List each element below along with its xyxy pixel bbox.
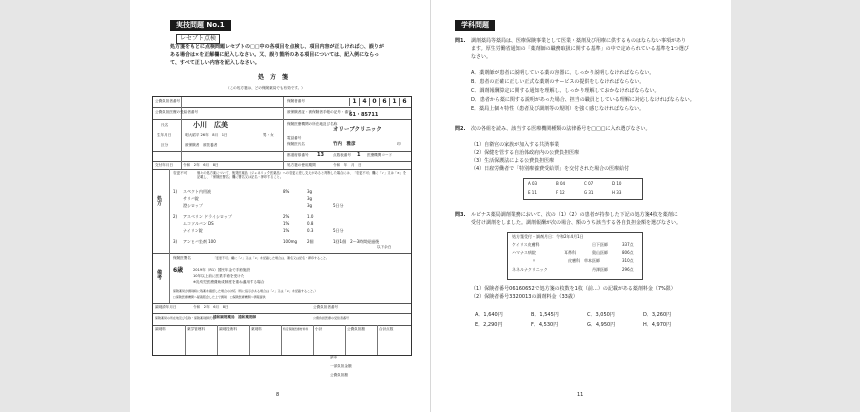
rx-item <box>173 203 409 210</box>
rx-item-name: ムコソルバン DS <box>183 221 214 226</box>
insurer-digit: 4 <box>359 98 369 106</box>
rx-item-qty: 3g <box>307 203 313 208</box>
q2-choice: A 03 <box>528 181 538 186</box>
insurer-fee-label: 公費負担者番号 <box>313 305 339 309</box>
category-label: 区分 <box>161 143 169 147</box>
birth-value: 明大昭平 26年 8月 1日 <box>185 133 228 137</box>
rx-item-qty: 3g <box>307 189 313 194</box>
remarks-line-4: 保険薬局が調剤時に残薬を確認した場合の対応（特に指示がある場合は「✓」又は「×」を記載すること。） <box>173 289 318 293</box>
prescription-note: （この処方箋は、どの保険薬局でも有効です。） <box>226 86 305 90</box>
prescription-form <box>152 96 412 356</box>
issue-label: 交付年月日 <box>155 163 173 167</box>
q3-option: B．1,545円 <box>531 312 559 318</box>
rx-item-name: ナイリン錠 <box>183 228 203 233</box>
q3-row-amount: 806点 <box>622 250 634 255</box>
rx-end: 以下余白 <box>377 245 392 249</box>
category-value: 被保険者 被扶養者 <box>185 143 218 147</box>
rx-item-note: 5日分 <box>333 203 344 208</box>
rx-item-num: 2) <box>173 214 178 219</box>
table-no-label: 点数表番号 <box>333 153 351 157</box>
recipient-label: 公費負担医療の受給者番号 <box>155 110 199 114</box>
q2-choice: H 33 <box>612 190 622 195</box>
rx-item-note: 1回1個 2〜3時間経過後 <box>333 239 380 244</box>
table-no: 1 <box>357 152 361 158</box>
rx-item-name: サリバ錠 <box>183 196 199 201</box>
card-number: 61・85711 <box>349 112 379 118</box>
prescription-title: 処 方 箋 <box>258 74 289 81</box>
q3-row-amount: 337点 <box>622 242 634 247</box>
q3-row-type: 耳鼻科 <box>564 250 576 255</box>
phone-label: 電話番号 <box>287 136 302 140</box>
q2-choice: C 07 <box>584 181 594 186</box>
q1-line-3: なさい。 <box>471 54 492 60</box>
q3-row-type: 日下医師 <box>592 242 608 247</box>
calc-header: 薬剤料 <box>251 327 262 331</box>
rx-item-dose: 2% <box>283 214 290 219</box>
q3-option: G．4,950円 <box>587 322 616 328</box>
rx-item-name: アスベリン ドライシロップ <box>183 214 232 219</box>
rx-item-qty: 0.3 <box>307 228 314 233</box>
insurer-digit: 1 <box>389 98 399 106</box>
insurer-digit: 1 <box>349 98 359 106</box>
rx-item-qty: 2個 <box>307 239 314 244</box>
rx-item-qty: 3g <box>307 196 313 201</box>
left-page <box>130 0 430 412</box>
calc-header: 調剤技術料 <box>219 327 237 331</box>
insurer-digit: 6 <box>379 98 389 106</box>
q3-line-1: ルビナス薬局調剤業務において、次の（1）（2）の患者が持参した下記の処方箋4枚を薬剤に <box>471 212 678 218</box>
practical-header-tag: 実技問題 No.1 <box>170 20 231 31</box>
rx-item-num: 3) <box>173 239 178 244</box>
q3-sub: （1）保険者番号06160652で処方箋の枚数を1枚（前…）の記載がある薬剤料金（7%限） <box>471 286 676 292</box>
q2-choice: B 04 <box>556 181 566 186</box>
q3-row-amount: 310点 <box>622 258 634 263</box>
q3-option: F．4,530円 <box>531 322 559 328</box>
calc-header: 合計点数 <box>379 327 394 331</box>
instruction-line-3: て、すべて正しい内容を記入しなさい。 <box>170 60 260 66</box>
remarks-line-2: 10年以上前に医業手術を受けた <box>193 274 245 278</box>
q3-option: C．3,050円 <box>587 312 615 318</box>
q2-item: （1）自衛官の家族が加入する共済事業 <box>471 142 560 148</box>
med-code-label: 医療機関コード <box>367 153 393 157</box>
rx-item-name: 澄シロップ <box>183 203 203 208</box>
rx-item-note: 5日分 <box>333 228 344 233</box>
receipt-check-label: レセプト点検 <box>176 34 220 44</box>
sex-label: 男・女 <box>263 133 274 137</box>
q3-row-type2: 奥山医師 <box>592 250 608 255</box>
rx-item-dose: 1% <box>283 228 290 233</box>
rx-item <box>173 214 409 221</box>
rx-side-label: 処 方 <box>157 196 168 207</box>
recipient-label-2: 公費負担医療の受給者番号 <box>313 316 350 320</box>
q3-row-amount: 296点 <box>622 267 634 272</box>
calc-header: 小計 <box>315 327 323 331</box>
right-page <box>430 0 731 412</box>
remarks-label: 備 考 <box>157 270 168 281</box>
q2-item: （3）生活保護法による公費負担医療 <box>471 158 555 164</box>
dispense-date-label: 調剤済年月日 <box>155 305 177 309</box>
rx-item-name: スペクト内用液 <box>183 189 211 194</box>
calc-summary-label: 公費負担額 <box>330 373 348 377</box>
period-value: 令和 年 月 日 <box>333 163 362 167</box>
rx-item-dose: 8% <box>283 189 290 194</box>
birth-label: 生年月日 <box>157 133 172 137</box>
q3-table <box>507 232 643 280</box>
remarks-line-5: □保険医療機関へ疑義照会した上で調剤 □保険医療機関へ情報提供 <box>173 295 266 299</box>
q1-line-1: 調剤薬局等薬局は、医療保険事業として医業・薬剤及び用療に供するものはならない事項があり <box>471 38 687 44</box>
remarks-line-1: 2019年（R1）国民年金で手術施設 <box>193 268 251 272</box>
pref-no: 13 <box>317 152 324 158</box>
q3-row-type2: 丹澤医師 <box>592 267 608 272</box>
rx-item <box>173 189 409 196</box>
q2-choice: G 31 <box>584 190 594 195</box>
calc-header: 特定保険医療材料料 <box>283 327 309 331</box>
seal: 印 <box>397 142 401 146</box>
q3-option: H．4,970円 <box>643 322 672 328</box>
issue-value: 令和 2年 6月 8日 <box>183 163 219 167</box>
rx-item-dose: 100mg <box>283 239 298 244</box>
q3-row-name: ケイリス皮膚科 <box>512 242 540 247</box>
calc-header: 薬学管理料 <box>187 327 205 331</box>
q3-table-title: 処方箋受付・調剤月日：令和2年4月1日 <box>512 234 584 239</box>
q1-option: C．調剤報酬算定に関する通知を理解し、しっかり理解しておかなければならない。 <box>471 88 660 94</box>
q3-sub: （2）保険者番号3320013の調剤料金（33歳） <box>471 294 578 300</box>
insurer-no-label: 保険者番号 <box>287 99 305 103</box>
insurer-label: 公費負担者番号 <box>155 99 181 103</box>
rx-item-qty: 1.0 <box>307 214 314 219</box>
q2-choice: F 12 <box>556 190 565 195</box>
q2-choice-table <box>523 178 643 200</box>
calc-header: 公費負担額 <box>347 327 365 331</box>
q3-row-name: ハマナス病院 <box>512 250 536 255</box>
theory-header-tag: 学科問題 <box>455 20 495 31</box>
facility-name: オリーブクリニック <box>333 127 382 133</box>
q3-option: A．1,640円 <box>475 312 503 318</box>
doctor-label: 保険医氏名 <box>287 142 305 146</box>
patient-name: 小川 広美 <box>193 121 228 129</box>
q2-item: （4）日雇労働者で「特別療養費受給票」を交付された場合の医療給付 <box>471 166 630 172</box>
rx-item-num: 1) <box>173 189 178 194</box>
rx-item-qty: 0.8 <box>307 221 314 226</box>
q3-row-name: ネネルナクリニック <box>512 267 548 272</box>
rx-item-name: アンヒバ坐剤 100 <box>183 239 216 244</box>
q1-option: E．薬局上個々特性（患者及び調剤等の規則）を強く感じなければならない。 <box>471 106 645 112</box>
pharmacy-label: 保険薬局の所在地及び名称・保険薬剤師氏名 <box>155 316 216 320</box>
card-label: 被保険者証・被保険者手帳の記号・番号 <box>287 110 352 114</box>
age-value: 6歳 <box>173 267 184 274</box>
calc-summary-label: 一部負担金額 <box>330 364 352 368</box>
calc-summary-label: 請求 <box>330 355 338 359</box>
q1-option: B．患者の正確に正しい正式な薬剤のサービスの提供をしなければならない。 <box>471 79 645 85</box>
dispense-date-value: 令和 2年 6月 8日 <box>193 305 229 309</box>
instruction-line-2: ある場合は×を正解欄に記入しなさい。又、誤り箇所のある項目については、記入例にならっ <box>170 52 380 58</box>
q2-number: 問2. <box>455 126 466 132</box>
left-page-number: 8 <box>276 392 280 398</box>
rx-item <box>173 221 409 228</box>
facility-label: 保険医療機関の所在地及び名称 <box>287 122 338 126</box>
q3-row-name: 〃 <box>532 258 536 263</box>
q1-option: A．薬剤師が患者に説明している薬の容器に、しっかり説明しなければならない。 <box>471 70 655 76</box>
q2-line: 次の各組を読み、該当する医療機関種類の法律番号を□□□に入れ選びなさい。 <box>471 126 651 132</box>
insurer-digit: 6 <box>399 98 409 106</box>
right-page-number: 11 <box>577 392 584 398</box>
instruction-line-1: 処方箋をもとに点検問題レセプトの□□中の各項目を点検し、項目内容が正しければ○、誤りが <box>170 44 384 50</box>
q2-choice: E 11 <box>528 190 537 195</box>
period-label: 処方箋の使用期間 <box>287 163 316 167</box>
q1-line-2: ます。厚生労働省通知の「薬剤師の職務取扱に関する基準」の中で定められている基準を1つ選び <box>471 46 689 52</box>
calc-header: 調剤料 <box>155 327 166 331</box>
q1-option: D．患者から薬に関する説明があった場合、担当の職員としている理解に対応しなければならない。 <box>471 97 695 103</box>
doctor-name: 竹内 雅彦 <box>333 142 356 147</box>
q3-row-type2: 皮膚科 草本医師 <box>568 258 600 263</box>
q3-option: E．2,290円 <box>475 322 503 328</box>
q1-number: 問1. <box>455 38 466 44</box>
patient-name-label: 氏名 <box>161 123 169 127</box>
rx-item <box>173 239 409 246</box>
rx-change-note: 個々の処方薬について、後発医薬品（ジェネリック医薬品）への変更に差し支えがあると判断した場合には、「変更不可」欄に「✓」又は「×」を記載し、「保険医署名」欄に署名又は記名・押印すること。 <box>197 171 407 180</box>
remarks-signer-note: 「変更不可」欄に「✓」又は「×」を記載した場合は、署名又は記名・押印すること。 <box>213 256 330 260</box>
q3-option: D．3,260円 <box>643 312 672 318</box>
insurer-digit: 0 <box>369 98 379 106</box>
pharmacy-name: 浦和調剤薬局 浦和薬剤師 <box>213 315 257 319</box>
insurer-digits <box>349 98 409 106</box>
q2-item: （2）保健を管する自治体政府内の公費負担医療 <box>471 150 580 156</box>
remarks-line-3: ※乳幼児医療費助成制度を重ね適用する場合 <box>193 280 265 284</box>
rx-item-dose: 1% <box>283 221 290 226</box>
q3-number: 問3. <box>455 212 466 218</box>
remarks-signer-label: 保険医署名 <box>173 256 191 260</box>
rx-change-label: 変更不可 <box>173 171 188 175</box>
q3-line-2: 受付け調剤をしました。調剤報酬が次の場合、額のうち該当する各自負担金額を選びなさい。 <box>471 220 682 226</box>
rx-item <box>173 196 409 203</box>
pref-label: 都道府県番号 <box>287 153 309 157</box>
rx-item <box>173 228 409 235</box>
q2-choice: D 10 <box>612 181 622 186</box>
